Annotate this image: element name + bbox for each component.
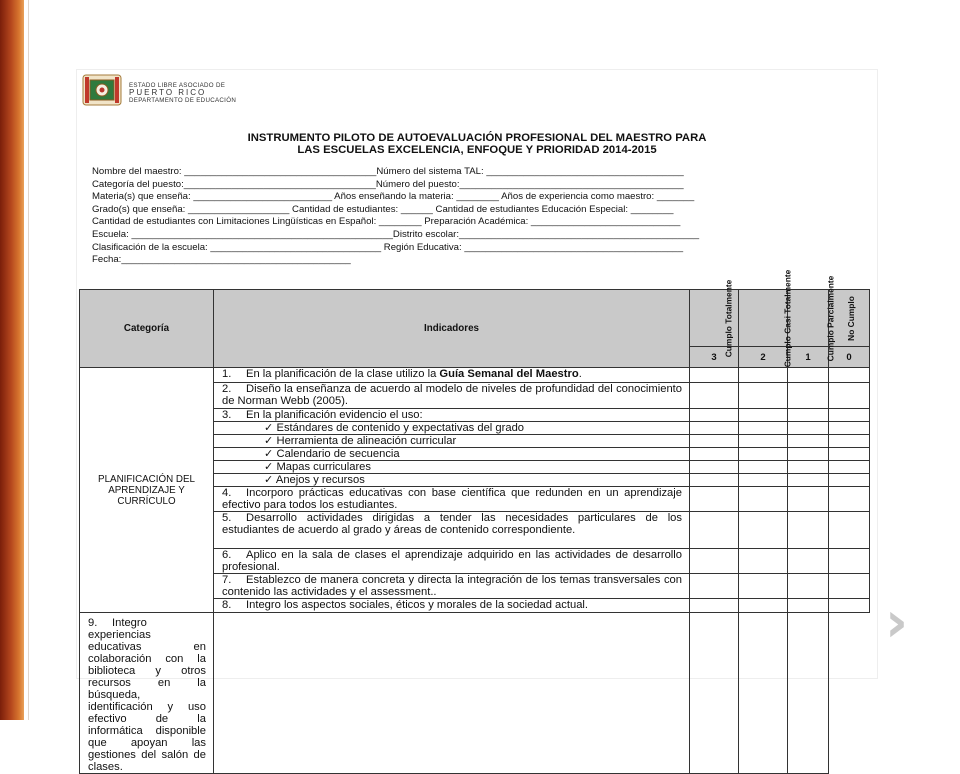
rating-cell[interactable] <box>788 422 829 435</box>
rating-cell[interactable] <box>788 368 829 383</box>
rating-cell[interactable] <box>829 448 870 461</box>
header-categoria: Categoría <box>80 290 214 368</box>
check-icon: ✓ <box>264 435 274 447</box>
table-row <box>80 613 870 774</box>
indicator-text: Integro experiencias educativas en colaboración con la biblioteca y otros recursos en la búsqueda, identificación y uso efectivo de la informática disponible que apoyan las gestiones del salón de clases. <box>88 617 206 773</box>
rating-cell[interactable] <box>690 461 739 474</box>
check-icon: ✓ <box>264 448 274 460</box>
score-label: 0 <box>829 347 870 368</box>
indicator-number: 3. <box>222 409 232 421</box>
indicator-text: Incorporo prácticas educativas con base científica que redunden en un aprendizaje efectivo para todos los estudiantes. <box>222 487 682 511</box>
indicator-text: En la planificación evidencio el uso: <box>246 409 423 421</box>
rating-cell[interactable] <box>690 613 739 774</box>
rating-cell[interactable] <box>829 461 870 474</box>
indicator-cell <box>214 383 690 409</box>
indicator-cell <box>214 599 690 613</box>
rating-cell[interactable] <box>829 383 870 409</box>
level-label: Cumplo Parcialmente <box>825 275 836 361</box>
rating-cell[interactable] <box>739 409 788 422</box>
document-title-line-2: LAS ESCUELAS EXCELENCIA, ENFOQUE Y PRIORIDAD 2014-2015 <box>297 144 657 156</box>
table-row <box>80 368 870 383</box>
field-line: Clasificación de la escuela: ________________________________ Región Educativa: _________________________________________ <box>92 241 684 253</box>
department-heading <box>129 82 236 104</box>
rating-cell[interactable] <box>788 448 829 461</box>
header-level <box>739 269 793 367</box>
subitem-cell <box>214 435 690 448</box>
field-line: Grado(s) que enseña: ___________________ Cantidad de estudiantes: ______ Cantidad de estudiantes Educación Especial: ________ <box>92 203 674 215</box>
evaluation-table <box>79 269 870 774</box>
category-label: PLANIFICACIÓN DEL APRENDIZAJE Y CURRÍCULO <box>98 473 195 507</box>
rating-cell[interactable] <box>739 613 788 774</box>
rating-cell[interactable] <box>690 474 739 487</box>
seal-logo-icon <box>81 74 123 106</box>
subitem-cell <box>214 448 690 461</box>
rating-cell[interactable] <box>788 487 829 512</box>
indicator-number: 1. <box>222 368 232 380</box>
indicator-number: 7. <box>222 574 232 586</box>
field-line: Nombre del maestro: ____________________________________Número del sistema TAL: _____________________________________ <box>92 166 684 177</box>
rating-cell[interactable] <box>690 422 739 435</box>
check-icon: ✓ <box>264 461 274 473</box>
rating-cell[interactable] <box>739 383 788 409</box>
header-level <box>788 275 836 361</box>
indicator-cell <box>214 368 690 383</box>
indicator-cell <box>214 487 690 512</box>
rating-cell[interactable] <box>739 487 788 512</box>
rating-cell[interactable] <box>739 574 788 599</box>
teacher-info-fields <box>92 166 862 267</box>
rating-cell[interactable] <box>739 599 788 613</box>
field-line: Escuela: _________________________________________________Distrito escolar:_____________________________________________ <box>92 228 700 240</box>
rating-cell[interactable] <box>690 368 739 383</box>
indicator-number: 9. <box>88 617 98 629</box>
document-title-line-1: INSTRUMENTO PILOTO DE AUTOEVALUACIÓN PROFESIONAL DEL MAESTRO PARA <box>247 132 707 144</box>
subitem-cell <box>214 461 690 474</box>
rating-cell[interactable] <box>788 599 829 613</box>
rating-cell[interactable] <box>829 487 870 512</box>
check-icon: ✓ <box>264 474 274 486</box>
rating-cell[interactable] <box>788 383 829 409</box>
rating-cell[interactable] <box>690 574 739 599</box>
field-line: Materia(s) que enseña: __________________________ Años enseñando la materia: ________ Años de experiencia como maestro: _______ <box>92 191 695 203</box>
document-page <box>77 70 877 773</box>
rating-cell[interactable] <box>739 474 788 487</box>
field-line: Cantidad de estudiantes con Limitaciones Lingüísticas en Español: ________ Preparación Académica: ____________________________ <box>92 216 681 228</box>
sidebar-divider <box>28 0 29 720</box>
indicator-text: Aplico en la sala de clases el aprendizaje adquirido en las actividades de desarrollo profesional. <box>222 549 682 573</box>
rating-cell[interactable] <box>690 435 739 448</box>
indicator-text: Desarrollo actividades dirigidas a tender las necesidades particulares de los estudiantes de acuerdo al grado y áreas de contenido correspondiente. <box>222 512 682 536</box>
header-line-1: ESTADO LIBRE ASOCIADO DE <box>129 82 226 89</box>
indicator-text: Integro los aspectos sociales, éticos y morales de la sociedad actual. <box>246 599 589 611</box>
field-line: Fecha:___________________________________________ <box>92 254 351 266</box>
check-icon: ✓ <box>264 422 274 434</box>
rating-cell[interactable] <box>788 549 829 574</box>
rating-cell[interactable] <box>788 461 829 474</box>
subitem-text: Calendario de secuencia <box>276 448 400 460</box>
rating-cell[interactable] <box>829 574 870 599</box>
rating-cell[interactable] <box>690 409 739 422</box>
rating-cell[interactable] <box>690 448 739 461</box>
rating-cell[interactable] <box>739 448 788 461</box>
subitem-text: Estándares de contenido y expectativas del grado <box>276 422 525 434</box>
rating-cell[interactable] <box>739 435 788 448</box>
rating-cell[interactable] <box>739 512 788 549</box>
indicator-cell <box>214 574 690 599</box>
indicator-number: 5. <box>222 512 232 524</box>
indicator-text: Establezco de manera concreta y directa la integración de los temas transversales con contenido las actividades y el assessment.. <box>222 574 682 598</box>
level-label: Cumplo Totalmente <box>723 279 734 357</box>
rating-cell[interactable] <box>788 435 829 448</box>
rating-cell[interactable] <box>739 461 788 474</box>
rating-cell[interactable] <box>788 512 829 549</box>
indicator-number: 6. <box>222 549 232 561</box>
header-indicadores: Indicadores <box>214 290 690 368</box>
rating-cell[interactable] <box>788 574 829 599</box>
rating-cell[interactable] <box>690 487 739 512</box>
rating-cell[interactable] <box>739 368 788 383</box>
rating-cell[interactable] <box>788 409 829 422</box>
indicator-number: 8. <box>222 599 232 611</box>
score-label: 2 <box>739 347 788 368</box>
indicator-cell <box>214 512 690 549</box>
header-level <box>690 279 739 357</box>
subitem-text: Anejos y recursos <box>275 474 365 486</box>
header-line-3: DEPARTAMENTO DE EDUCACIÓN <box>129 96 237 104</box>
document-header <box>81 72 241 108</box>
indicator-text: En la planificación de la clase utilizo la <box>246 368 440 380</box>
indicator-text-end: . <box>578 368 582 380</box>
rating-cell[interactable] <box>739 422 788 435</box>
rating-cell[interactable] <box>829 422 870 435</box>
score-label: 1 <box>788 347 829 368</box>
indicator-number: 2. <box>222 383 232 395</box>
rating-cell[interactable] <box>690 512 739 549</box>
indicator-number: 4. <box>222 487 232 499</box>
subitem-text: Mapas curriculares <box>276 461 371 473</box>
rating-cell[interactable] <box>829 409 870 422</box>
indicator-cell <box>214 409 690 422</box>
rating-cell[interactable] <box>214 613 690 774</box>
field-line: Categoría del puesto:____________________________________Número del puesto:__________________________________________ <box>92 178 684 190</box>
level-label: Cumplo Casi Totalmente <box>782 269 793 367</box>
rating-cell[interactable] <box>829 549 870 574</box>
rating-cell[interactable] <box>788 613 829 774</box>
header-line-2: PUERTO RICO <box>129 88 207 98</box>
rating-cell[interactable] <box>739 549 788 574</box>
next-slide-chevron-icon[interactable]: › <box>885 590 909 655</box>
rating-cell[interactable] <box>829 599 870 613</box>
rating-cell[interactable] <box>829 435 870 448</box>
score-label: 3 <box>690 347 739 368</box>
indicator-text: Diseño la enseñanza de acuerdo al modelo de niveles de profundidad del conocimiento de Norman Webb (2005). <box>222 383 682 407</box>
rating-cell[interactable] <box>690 383 739 409</box>
level-label: No Cumplo <box>845 295 856 341</box>
rating-cell[interactable] <box>788 474 829 487</box>
rating-cell[interactable] <box>690 599 739 613</box>
category-cell <box>80 368 214 613</box>
indicator-cell <box>80 613 214 774</box>
subitem-cell <box>214 474 690 487</box>
rating-cell[interactable] <box>690 549 739 574</box>
subitem-text: Herramienta de alineación curricular <box>276 435 457 447</box>
indicator-bold-text: Guía Semanal del Maestro <box>439 368 579 380</box>
rating-cell[interactable] <box>829 512 870 549</box>
decorative-sidebar <box>0 0 24 720</box>
indicator-cell <box>214 549 690 574</box>
subitem-cell <box>214 422 690 435</box>
rating-cell[interactable] <box>829 474 870 487</box>
rating-cell[interactable] <box>829 368 870 383</box>
